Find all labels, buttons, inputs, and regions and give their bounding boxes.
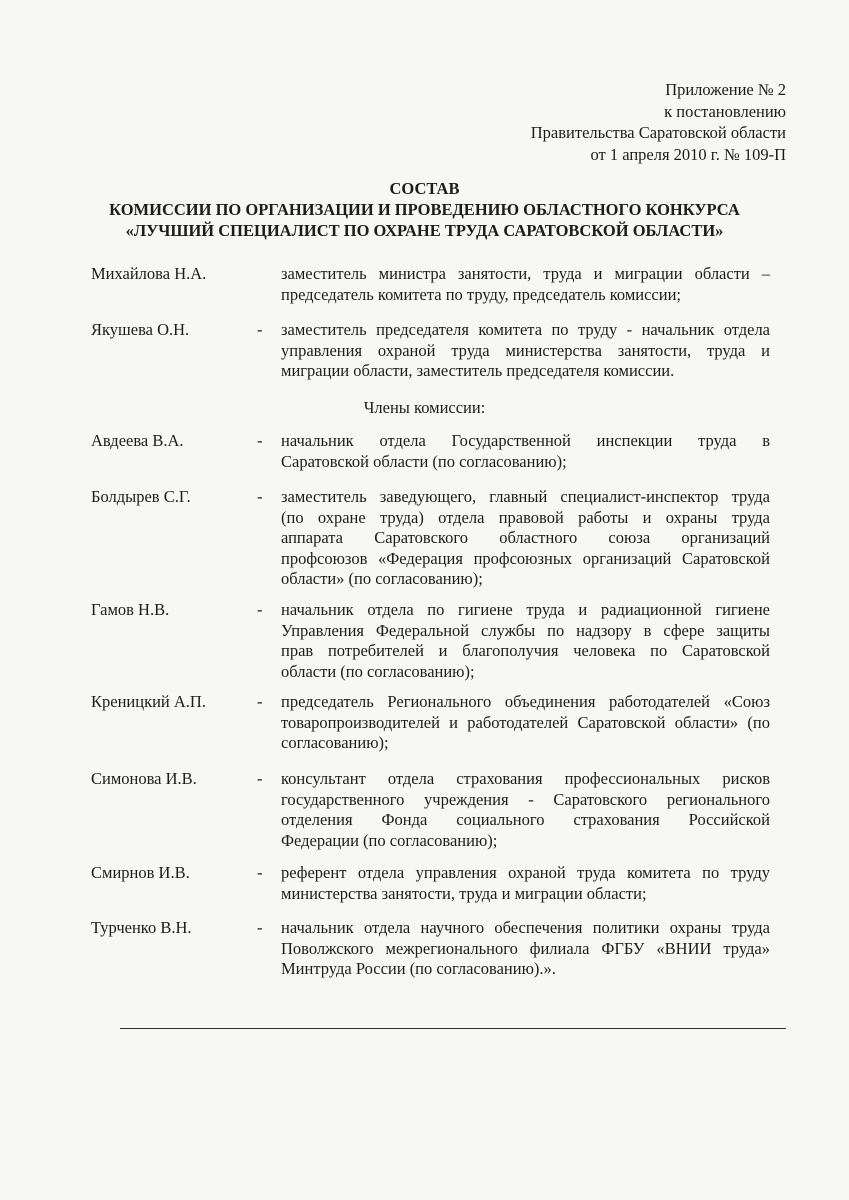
members-header: Члены комиссии: [363, 398, 486, 417]
appendix-note [531, 79, 786, 165]
position-line: (по охране труда) отдела правовой работы и охраны труда [281, 507, 770, 527]
person-name: Смирнов И.В. [91, 863, 190, 882]
person-position [281, 487, 770, 590]
position-line: управления охраной труда министерства занятости, труда и [281, 340, 770, 360]
position-line: Поволжского межрегионального филиала ФГБУ «ВНИИ труда» [281, 938, 770, 958]
title-line: СОСТАВ [389, 179, 460, 198]
position-line: начальник отдела научного обеспечения политики охраны труда [281, 918, 770, 937]
appendix-line: Правительства Саратовской области [530, 123, 786, 142]
person-name: Болдырев С.Г. [91, 487, 191, 506]
position-line: Управления Федеральной службы по надзору в сфере защиты [281, 620, 770, 640]
position-line: заместитель заведующего, главный специалист-инспектор труда [281, 487, 770, 506]
person-name: Симонова И.В. [91, 769, 197, 788]
position-line: миграции области, заместитель председателя комиссии. [281, 361, 675, 380]
person-name: Якушева О.Н. [91, 320, 190, 339]
title-line: «ЛУЧШИЙ СПЕЦИАЛИСТ ПО ОХРАНЕ ТРУДА САРАТОВСКОЙ ОБЛАСТИ» [125, 221, 724, 240]
person-position [281, 769, 770, 851]
entry-dash: - [257, 600, 263, 619]
position-line: председатель Регионального объединения работодателей «Союз [281, 692, 770, 711]
person-position [281, 692, 770, 754]
position-line: прав потребителей и благополучия человека по Саратовской [281, 641, 770, 660]
entry-dash: - [257, 918, 263, 937]
appendix-line: Приложение № 2 [665, 80, 786, 99]
position-line: Минтруда России (по согласованию).». [281, 959, 556, 978]
position-line: области» (по согласованию); [281, 569, 483, 588]
person-name: Михайлова Н.А. [91, 264, 207, 283]
entry-dash: - [257, 692, 263, 711]
position-line: профсоюзов «Федерация профсоюзных организаций Саратовской [281, 548, 770, 568]
position-line: референт отдела управления охраной труда комитета по труду [281, 863, 770, 882]
appendix-line: от 1 апреля 2010 г. № 109-П [590, 144, 786, 164]
position-line: отделения Фонда социального страхования Российской [281, 810, 770, 829]
entry-dash: - [257, 431, 263, 450]
position-line: государственного учреждения - Саратовского регионального [281, 789, 770, 809]
entry-dash: - [257, 863, 263, 882]
entry-dash: - [257, 320, 263, 339]
person-position [281, 863, 770, 904]
position-line: товаропроизводителей и работодателей Саратовской области» (по [281, 712, 770, 732]
document-title [60, 178, 789, 241]
position-line: начальник отдела Государственной инспекции труда в [281, 431, 770, 450]
position-line: председатель комитета по труду, председатель комиссии; [281, 284, 682, 304]
person-name: Гамов Н.В. [91, 600, 170, 619]
position-line: заместитель председателя комитета по труду - начальник отдела [281, 320, 770, 339]
person-position [281, 320, 770, 382]
position-line: министерства занятости, труда и миграции области; [281, 883, 647, 903]
person-position [281, 431, 770, 472]
person-name: Турченко В.Н. [91, 918, 192, 937]
person-position [281, 264, 770, 305]
person-position [281, 918, 770, 980]
position-line: согласованию); [281, 733, 389, 752]
position-line: области (по согласованию); [281, 661, 475, 681]
position-line: заместитель министра занятости, труда и миграции области – [281, 264, 770, 283]
person-name: Авдеева В.А. [91, 431, 184, 450]
person-position [281, 600, 770, 682]
position-line: Саратовской области (по согласованию); [281, 451, 567, 471]
closing-rule [120, 1028, 786, 1029]
position-line: аппарата Саратовского областного союза организаций [281, 528, 770, 547]
position-line: Федерации (по согласованию); [281, 830, 498, 850]
position-line: начальник отдела по гигиене труда и радиационной гигиене [281, 600, 770, 619]
person-name: Креницкий А.П. [91, 692, 206, 711]
position-line: консультант отдела страхования профессиональных рисков [281, 769, 770, 788]
entry-dash: - [257, 769, 263, 788]
title-line: КОМИССИИ ПО ОРГАНИЗАЦИИ И ПРОВЕДЕНИЮ ОБЛАСТНОГО КОНКУРСА [109, 200, 740, 219]
appendix-line: к постановлению [664, 101, 786, 121]
entry-dash: - [257, 487, 263, 506]
